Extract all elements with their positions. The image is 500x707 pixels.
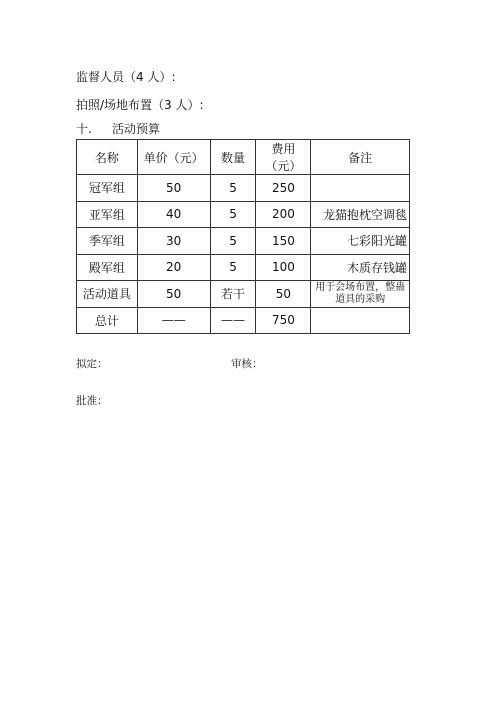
cell-name: 冠军组: [77, 175, 138, 202]
cell-name: 季军组: [77, 228, 138, 255]
cell-cost: 200: [256, 201, 311, 228]
cell-quantity: 5: [210, 228, 256, 255]
cell-remark: 七彩阳光罐: [311, 228, 410, 255]
photo-venue-line: 拍照/场地布置（3 人）:: [76, 98, 204, 112]
budget-table: [76, 139, 410, 334]
cell-quantity: 5: [210, 254, 256, 281]
table-row: [77, 228, 410, 255]
section-number: 十.: [76, 122, 92, 136]
cell-remark: 用于会场布置，整蛊道具的采购: [311, 281, 410, 308]
section-heading: [76, 120, 160, 137]
cell-remark: 龙猫抱枕空调毯: [311, 201, 410, 228]
table-row: [77, 201, 410, 228]
cell-remark: 木质存钱罐: [311, 254, 410, 281]
cell-name: 活动道具: [77, 281, 138, 308]
table-header-row: [77, 140, 410, 175]
header-unit-price: 单价（元）: [137, 140, 210, 175]
cell-unit-price: 40: [137, 201, 210, 228]
cell-quantity: 若干: [210, 281, 256, 308]
cell-cost: 50: [256, 281, 311, 308]
cell-unit-price: ——: [137, 307, 210, 334]
cell-quantity: 5: [210, 175, 256, 202]
cell-remark: [311, 307, 410, 334]
header-quantity: 数量: [210, 140, 256, 175]
cell-unit-price: 50: [137, 281, 210, 308]
drafted-label: 拟定：: [76, 358, 108, 370]
cell-cost: 750: [256, 307, 311, 334]
cell-remark: [311, 175, 410, 202]
table-row: [77, 281, 410, 308]
cell-unit-price: 50: [137, 175, 210, 202]
cell-cost: 100: [256, 254, 311, 281]
table-row: [77, 307, 410, 334]
supervisor-line: 监督人员（4 人）:: [76, 70, 176, 84]
cell-name: 亚军组: [77, 201, 138, 228]
section-title: 活动预算: [112, 122, 161, 136]
table-row: [77, 254, 410, 281]
cell-quantity: ——: [210, 307, 256, 334]
cell-name: 总计: [77, 307, 138, 334]
header-remark: 备注: [311, 140, 410, 175]
header-name: 名称: [77, 140, 138, 175]
cell-cost: 150: [256, 228, 311, 255]
cell-cost: 250: [256, 175, 311, 202]
cell-unit-price: 30: [137, 228, 210, 255]
cell-quantity: 5: [210, 201, 256, 228]
cell-name: 殿军组: [77, 254, 138, 281]
table-row: [77, 175, 410, 202]
header-cost: 费用（元）: [256, 140, 311, 175]
approved-label: 批准：: [76, 395, 108, 407]
reviewed-label: 审核：: [231, 358, 263, 370]
cell-unit-price: 20: [137, 254, 210, 281]
